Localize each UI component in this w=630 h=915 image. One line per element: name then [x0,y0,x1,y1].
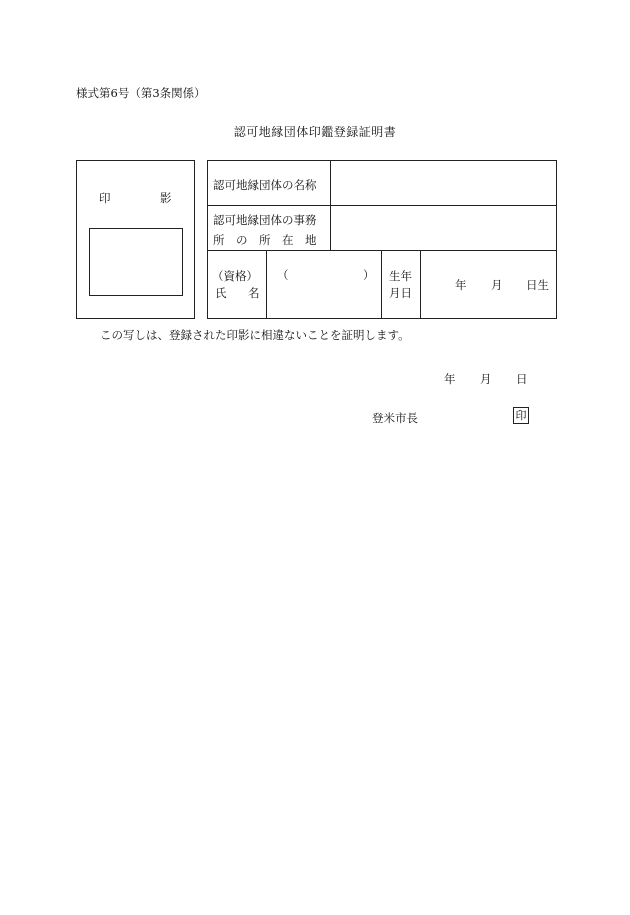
seal-label-left: 印 [99,191,111,205]
seal-impression-frame [89,228,183,296]
form-number: 様式第6号（第3条関係） [76,86,206,100]
issue-day-label: 日 [516,372,528,386]
issue-year-label: 年 [444,372,456,386]
issuer-mayor: 登米市長 [372,411,418,425]
official-stamp: 印 [513,407,529,424]
document-title: 認可地縁団体印鑑登録証明書 [233,125,397,139]
qualification-paren-close: ） [363,268,375,282]
qualification-label: （資格） [212,269,258,283]
birth-year-label: 年 [455,278,467,292]
issue-month-label: 月 [480,372,492,386]
qualification-paren-open: （ [277,268,289,282]
birth-month-label: 月 [491,278,503,292]
table-rule-1 [207,205,556,206]
birth-date-label-line1: 生年 [389,269,412,283]
office-address-label-line1: 認可地縁団体の事務 [213,213,317,227]
seal-label-right: 影 [160,191,172,205]
table-divider-qualification [266,250,267,318]
representative-name-label-left: 氏 [215,286,227,300]
table-divider-birth [420,250,421,318]
table-divider-name [381,250,382,318]
representative-name-label-right: 名 [248,286,260,300]
organization-name-label: 認可地縁団体の名称 [213,178,317,192]
birth-date-label-line2: 月日 [389,286,412,300]
certification-statement: この写しは、登録された印影に相違ないことを証明します。 [100,328,410,342]
table-divider-label [330,160,331,250]
birth-day-label: 日生 [526,278,549,292]
office-address-label-line2: 所 の 所 在 地 [213,233,317,247]
